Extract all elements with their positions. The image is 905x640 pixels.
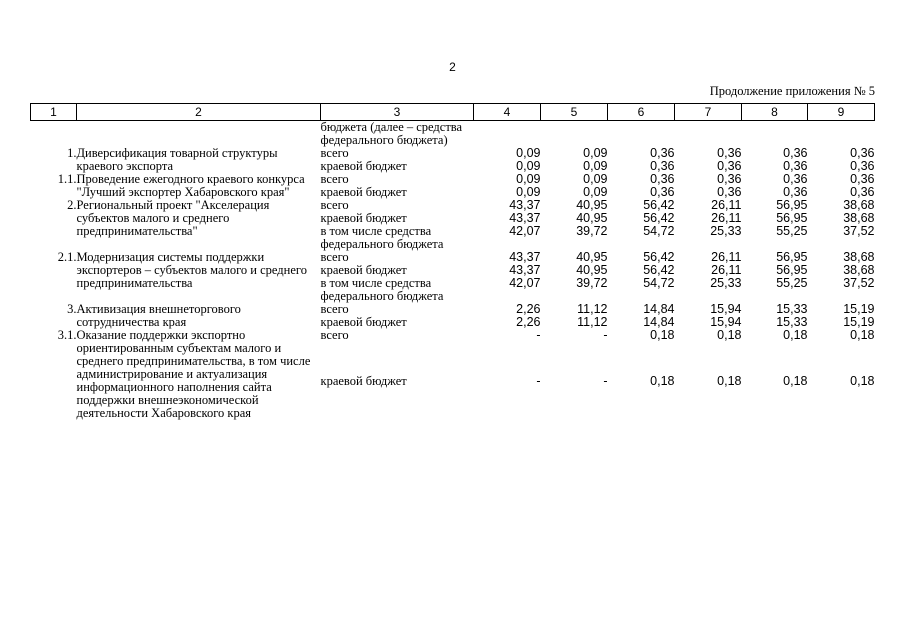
- source-cell: всего: [320, 328, 349, 342]
- source-cell: краевой бюджет: [320, 263, 407, 277]
- value-cell: 0,09: [516, 159, 541, 173]
- value-cell: 0,09: [516, 185, 541, 199]
- value-cell: 56,95: [776, 211, 808, 225]
- value-cell: -: [536, 373, 541, 388]
- value-cell: 0,36: [650, 159, 675, 173]
- value-cell: 0,36: [783, 159, 808, 173]
- page-number: 2: [449, 60, 456, 74]
- value-cell: 0,36: [783, 146, 808, 160]
- value-cell: 39,72: [576, 276, 608, 290]
- value-cell: 0,36: [783, 172, 808, 186]
- value-cell: 55,25: [776, 224, 808, 238]
- value-cell: 0,18: [850, 328, 875, 342]
- source-cell: всего: [320, 172, 349, 186]
- value-cell: 0,36: [717, 172, 742, 186]
- value-cell: 56,42: [643, 263, 675, 277]
- row-number: 1.1.: [57, 172, 77, 186]
- value-cell: 0,18: [717, 328, 742, 342]
- value-cell: 26,11: [711, 198, 742, 212]
- col-header: 7: [675, 104, 742, 121]
- value-cell: 56,42: [643, 198, 675, 212]
- value-cell: 55,25: [776, 276, 808, 290]
- value-cell: 54,72: [643, 276, 675, 290]
- value-cell: 38,68: [843, 263, 875, 277]
- table-body: [31, 121, 875, 421]
- col-header: 6: [608, 104, 675, 121]
- col-header: 2: [77, 104, 321, 121]
- value-cell: 15,94: [710, 302, 742, 316]
- value-cell: 15,33: [776, 315, 808, 329]
- continuation-label: Продолжение приложения № 5: [709, 84, 875, 98]
- value-cell: 0,36: [717, 146, 742, 160]
- value-cell: 0,09: [583, 146, 608, 160]
- value-cell: 25,33: [710, 224, 742, 238]
- value-cell: 0,36: [850, 172, 875, 186]
- value-cell: 56,42: [643, 211, 675, 225]
- value-cell: 0,36: [850, 185, 875, 199]
- value-cell: 0,18: [717, 373, 742, 388]
- row-name: Модернизация системы поддержки экспортеров – субъектов малого и среднего предпринимательства: [76, 250, 307, 290]
- row-name: Проведение ежегодного краевого конкурса "Лучший экспортер Хабаровского края": [76, 172, 305, 199]
- table-header-row: [31, 104, 875, 121]
- value-cell: 0,09: [516, 172, 541, 186]
- value-cell: 43,37: [509, 198, 541, 212]
- source-cell: всего: [320, 146, 349, 160]
- value-cell: 0,18: [850, 373, 875, 388]
- value-cell: 56,95: [776, 250, 808, 264]
- table-row: [31, 251, 875, 264]
- source-cell: краевой бюджет: [320, 315, 407, 329]
- value-cell: 0,09: [583, 185, 608, 199]
- value-cell: 15,94: [710, 315, 742, 329]
- col-header: 4: [474, 104, 541, 121]
- value-cell: -: [536, 328, 541, 342]
- col-header: 8: [742, 104, 808, 121]
- value-cell: 0,09: [583, 172, 608, 186]
- value-cell: 0,09: [516, 146, 541, 160]
- value-cell: 0,36: [717, 185, 742, 199]
- value-cell: 25,33: [710, 276, 742, 290]
- value-cell: 15,19: [843, 315, 875, 329]
- value-cell: 26,11: [711, 211, 742, 225]
- value-cell: 0,36: [783, 185, 808, 199]
- value-cell: 0,36: [650, 146, 675, 160]
- value-cell: 0,36: [717, 159, 742, 173]
- value-cell: 38,68: [843, 211, 875, 225]
- value-cell: 0,36: [850, 159, 875, 173]
- value-cell: 0,18: [783, 373, 808, 388]
- value-cell: 56,95: [776, 198, 808, 212]
- value-cell: 56,95: [776, 263, 808, 277]
- value-cell: 2,26: [516, 315, 541, 329]
- value-cell: 0,36: [650, 172, 675, 186]
- budget-table: [30, 103, 875, 420]
- value-cell: 0,36: [850, 146, 875, 160]
- value-cell: 43,37: [509, 263, 541, 277]
- row-number: 2.1.: [57, 250, 77, 264]
- value-cell: 0,18: [783, 328, 808, 342]
- value-cell: 0,36: [650, 185, 675, 199]
- source-cell: краевой бюджет: [320, 159, 407, 173]
- value-cell: 26,11: [711, 263, 742, 277]
- value-cell: 26,11: [711, 250, 742, 264]
- table-row: [31, 329, 875, 375]
- table-row: [31, 303, 875, 316]
- source-cell: краевой бюджет: [320, 185, 407, 199]
- value-cell: 40,95: [576, 211, 608, 225]
- value-cell: 43,37: [509, 250, 541, 264]
- row-name: Диверсификация товарной структуры краевого экспорта: [76, 146, 278, 173]
- row-number: 3.1.: [57, 328, 77, 342]
- value-cell: 40,95: [576, 198, 608, 212]
- value-cell: 42,07: [509, 224, 541, 238]
- value-cell: 0,18: [650, 373, 675, 388]
- row-number: 3.: [67, 302, 77, 316]
- source-cell: краевой бюджет: [320, 373, 407, 388]
- value-cell: 15,33: [776, 302, 808, 316]
- table-row: [31, 147, 875, 160]
- value-cell: 43,37: [509, 211, 541, 225]
- source-cell: всего: [320, 198, 349, 212]
- value-cell: 54,72: [643, 224, 675, 238]
- source-cell: всего: [320, 302, 349, 316]
- value-cell: 56,42: [643, 250, 675, 264]
- value-cell: 37,52: [843, 276, 875, 290]
- col-header: 9: [808, 104, 875, 121]
- table-row: [31, 199, 875, 212]
- value-cell: 39,72: [576, 224, 608, 238]
- value-cell: 15,19: [843, 302, 875, 316]
- row-name: Активизация внешнеторгового сотрудничества края: [76, 302, 241, 329]
- col-header: 3: [321, 104, 474, 121]
- source-cell: всего: [320, 250, 349, 264]
- value-cell: 40,95: [576, 250, 608, 264]
- value-cell: 37,52: [843, 224, 875, 238]
- value-cell: 11,12: [577, 315, 608, 329]
- value-cell: 0,18: [650, 328, 675, 342]
- lead-row: [31, 121, 875, 148]
- value-cell: 0,09: [583, 159, 608, 173]
- value-cell: 2,26: [516, 302, 541, 316]
- table-row: [31, 173, 875, 186]
- source-cell: бюджета (далее – средства федерального бюджета): [320, 120, 463, 147]
- value-cell: 11,12: [577, 302, 608, 316]
- source-cell: краевой бюджет: [320, 211, 407, 225]
- value-cell: -: [603, 373, 608, 388]
- row-name: Оказание поддержки экспортно ориентированным субъектам малого и среднего предпринимательства, в том числе администрирование и актуализация информационного наполнения сайта поддержки внешнеэкономической деятельности Хабаровского края: [76, 328, 311, 420]
- value-cell: 42,07: [509, 276, 541, 290]
- col-header: 5: [541, 104, 608, 121]
- row-number: 1.: [67, 146, 77, 160]
- row-number: 2.: [67, 198, 77, 212]
- value-cell: 14,84: [643, 302, 675, 316]
- row-name: Региональный проект "Акселерация субъектов малого и среднего предпринимательства": [76, 198, 270, 238]
- source-cell: в том числе средства федерального бюджета: [320, 276, 444, 303]
- value-cell: 14,84: [643, 315, 675, 329]
- col-header: 1: [31, 104, 77, 121]
- value-cell: 38,68: [843, 198, 875, 212]
- value-cell: 38,68: [843, 250, 875, 264]
- source-cell: в том числе средства федерального бюджета: [320, 224, 444, 251]
- value-cell: 40,95: [576, 263, 608, 277]
- value-cell: -: [603, 328, 608, 342]
